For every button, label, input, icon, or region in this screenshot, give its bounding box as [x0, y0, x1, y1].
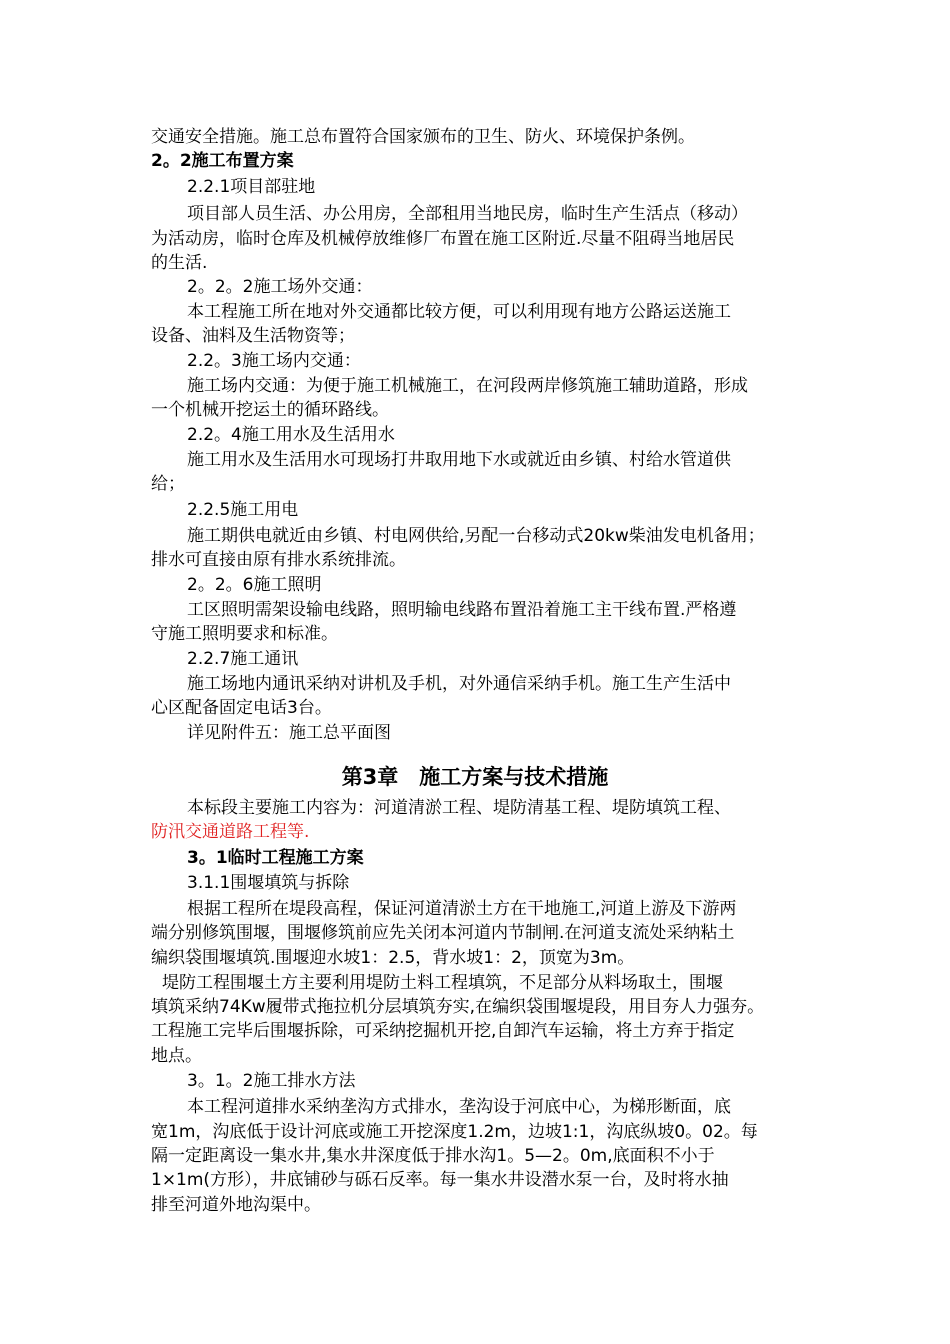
- paragraph-line: 本工程施工所在地对外交通都比较方便，可以利用现有地方公路运送施工: [187, 302, 731, 322]
- paragraph-line: 施工场内交通：为便于施工机械施工，在河段两岸修筑施工辅助道路，形成: [187, 376, 748, 396]
- subsection-heading: 2。2。2施工场外交通：: [187, 277, 373, 297]
- paragraph-line: 心区配备固定电话3台。: [151, 698, 332, 718]
- paragraph-line: 为活动房，临时仓库及机械停放维修厂布置在施工区附近.尽量不阻碍当地居民: [151, 229, 735, 249]
- paragraph-line: 根据工程所在堤段高程，保证河道清淤土方在干地施工,河道上游及下游两: [187, 899, 737, 919]
- subsection-heading: 2.2.1项目部驻地: [187, 177, 316, 197]
- paragraph-line: 填筑采纳74Kw履带式拖拉机分层填筑夯实,在编织袋围堰堤段，用目夯人力强夯。: [151, 997, 765, 1017]
- subsection-heading: 2.2。3施工场内交通：: [187, 351, 361, 371]
- paragraph-line: 编织袋围堰填筑.围堰迎水坡1：2.5，背水坡1：2，顶宽为3m。: [151, 948, 635, 968]
- paragraph-line: 一个机械开挖运土的循环路线。: [151, 400, 389, 420]
- paragraph-line: 排水可直接由原有排水系统排流。: [151, 550, 406, 570]
- paragraph-line: 给；: [151, 474, 185, 494]
- subsection-heading: 2。2。6施工照明: [187, 575, 322, 595]
- paragraph-line: 堤防工程围堰土方主要利用堤防土料工程填筑，不足部分从料场取土，围堰: [162, 973, 723, 993]
- subsection-heading: 3。1。2施工排水方法: [187, 1071, 356, 1091]
- paragraph-line: 的生活.: [151, 253, 208, 273]
- paragraph-line: 端分别修筑围堰，围堰修筑前应先关闭本河道内节制闸.在河道支流处采纳粘土: [151, 923, 735, 943]
- paragraph-line: 施工场地内通讯采纳对讲机及手机，对外通信采纳手机。施工生产生活中: [187, 674, 731, 694]
- section-heading: 3。1临时工程施工方案: [187, 848, 364, 868]
- subsection-heading: 2.2。4施工用水及生活用水: [187, 425, 395, 445]
- paragraph-line: 设备、油料及生活物资等；: [151, 326, 355, 346]
- section-heading: 2。2施工布置方案: [151, 151, 294, 171]
- paragraph-line: 详见附件五：施工总平面图: [187, 723, 391, 743]
- paragraph-line: 1×1m(方形），井底铺砂与砾石反率。每一集水井设潜水泵一台，及时将水抽: [151, 1170, 729, 1190]
- paragraph-line: 隔一定距离设一集水井,集水井深度低于排水沟1。5—2。0m,底面积不小于: [151, 1146, 715, 1166]
- paragraph-line: 项目部人员生活、办公用房，全部租用当地民房，临时生产生活点（移动）: [187, 204, 748, 224]
- paragraph-line: 本标段主要施工内容为：河道清淤工程、堤防清基工程、堤防填筑工程、: [187, 798, 731, 818]
- paragraph-line: 交通安全措施。施工总布置符合国家颁布的卫生、防火、环境保护条例。: [151, 127, 695, 147]
- chapter-title: 第3章 施工方案与技术措施: [341, 765, 609, 789]
- paragraph-line: 地点。: [151, 1046, 202, 1066]
- paragraph-line: 工区照明需架设输电线路，照明输电线路布置沿着施工主干线布置.严格遵: [187, 600, 737, 620]
- paragraph-line: 排至河道外地沟渠中。: [151, 1195, 321, 1215]
- subsection-heading: 3.1.1围堰填筑与拆除: [187, 873, 350, 893]
- highlighted-text-line: 防汛交通道路工程等.: [151, 822, 310, 842]
- paragraph-line: 守施工照明要求和标准。: [151, 624, 338, 644]
- paragraph-line: 宽1m，沟底低于设计河底或施工开挖深度1.2m，边坡1:1，沟底纵坡0。02。每: [151, 1122, 758, 1142]
- paragraph-line: 工程施工完毕后围堰拆除，可采纳挖掘机开挖,自卸汽车运输，将土方弃于指定: [151, 1021, 735, 1041]
- subsection-heading: 2.2.7施工通讯: [187, 649, 299, 669]
- subsection-heading: 2.2.5施工用电: [187, 500, 299, 520]
- paragraph-line: 施工用水及生活用水可现场打井取用地下水或就近由乡镇、村给水管道供: [187, 450, 731, 470]
- paragraph-line: 施工期供电就近由乡镇、村电网供给,另配一台移动式20kw柴油发电机备用；: [187, 526, 765, 546]
- paragraph-line: 本工程河道排水采纳垄沟方式排水，垄沟设于河底中心，为梯形断面，底: [187, 1097, 731, 1117]
